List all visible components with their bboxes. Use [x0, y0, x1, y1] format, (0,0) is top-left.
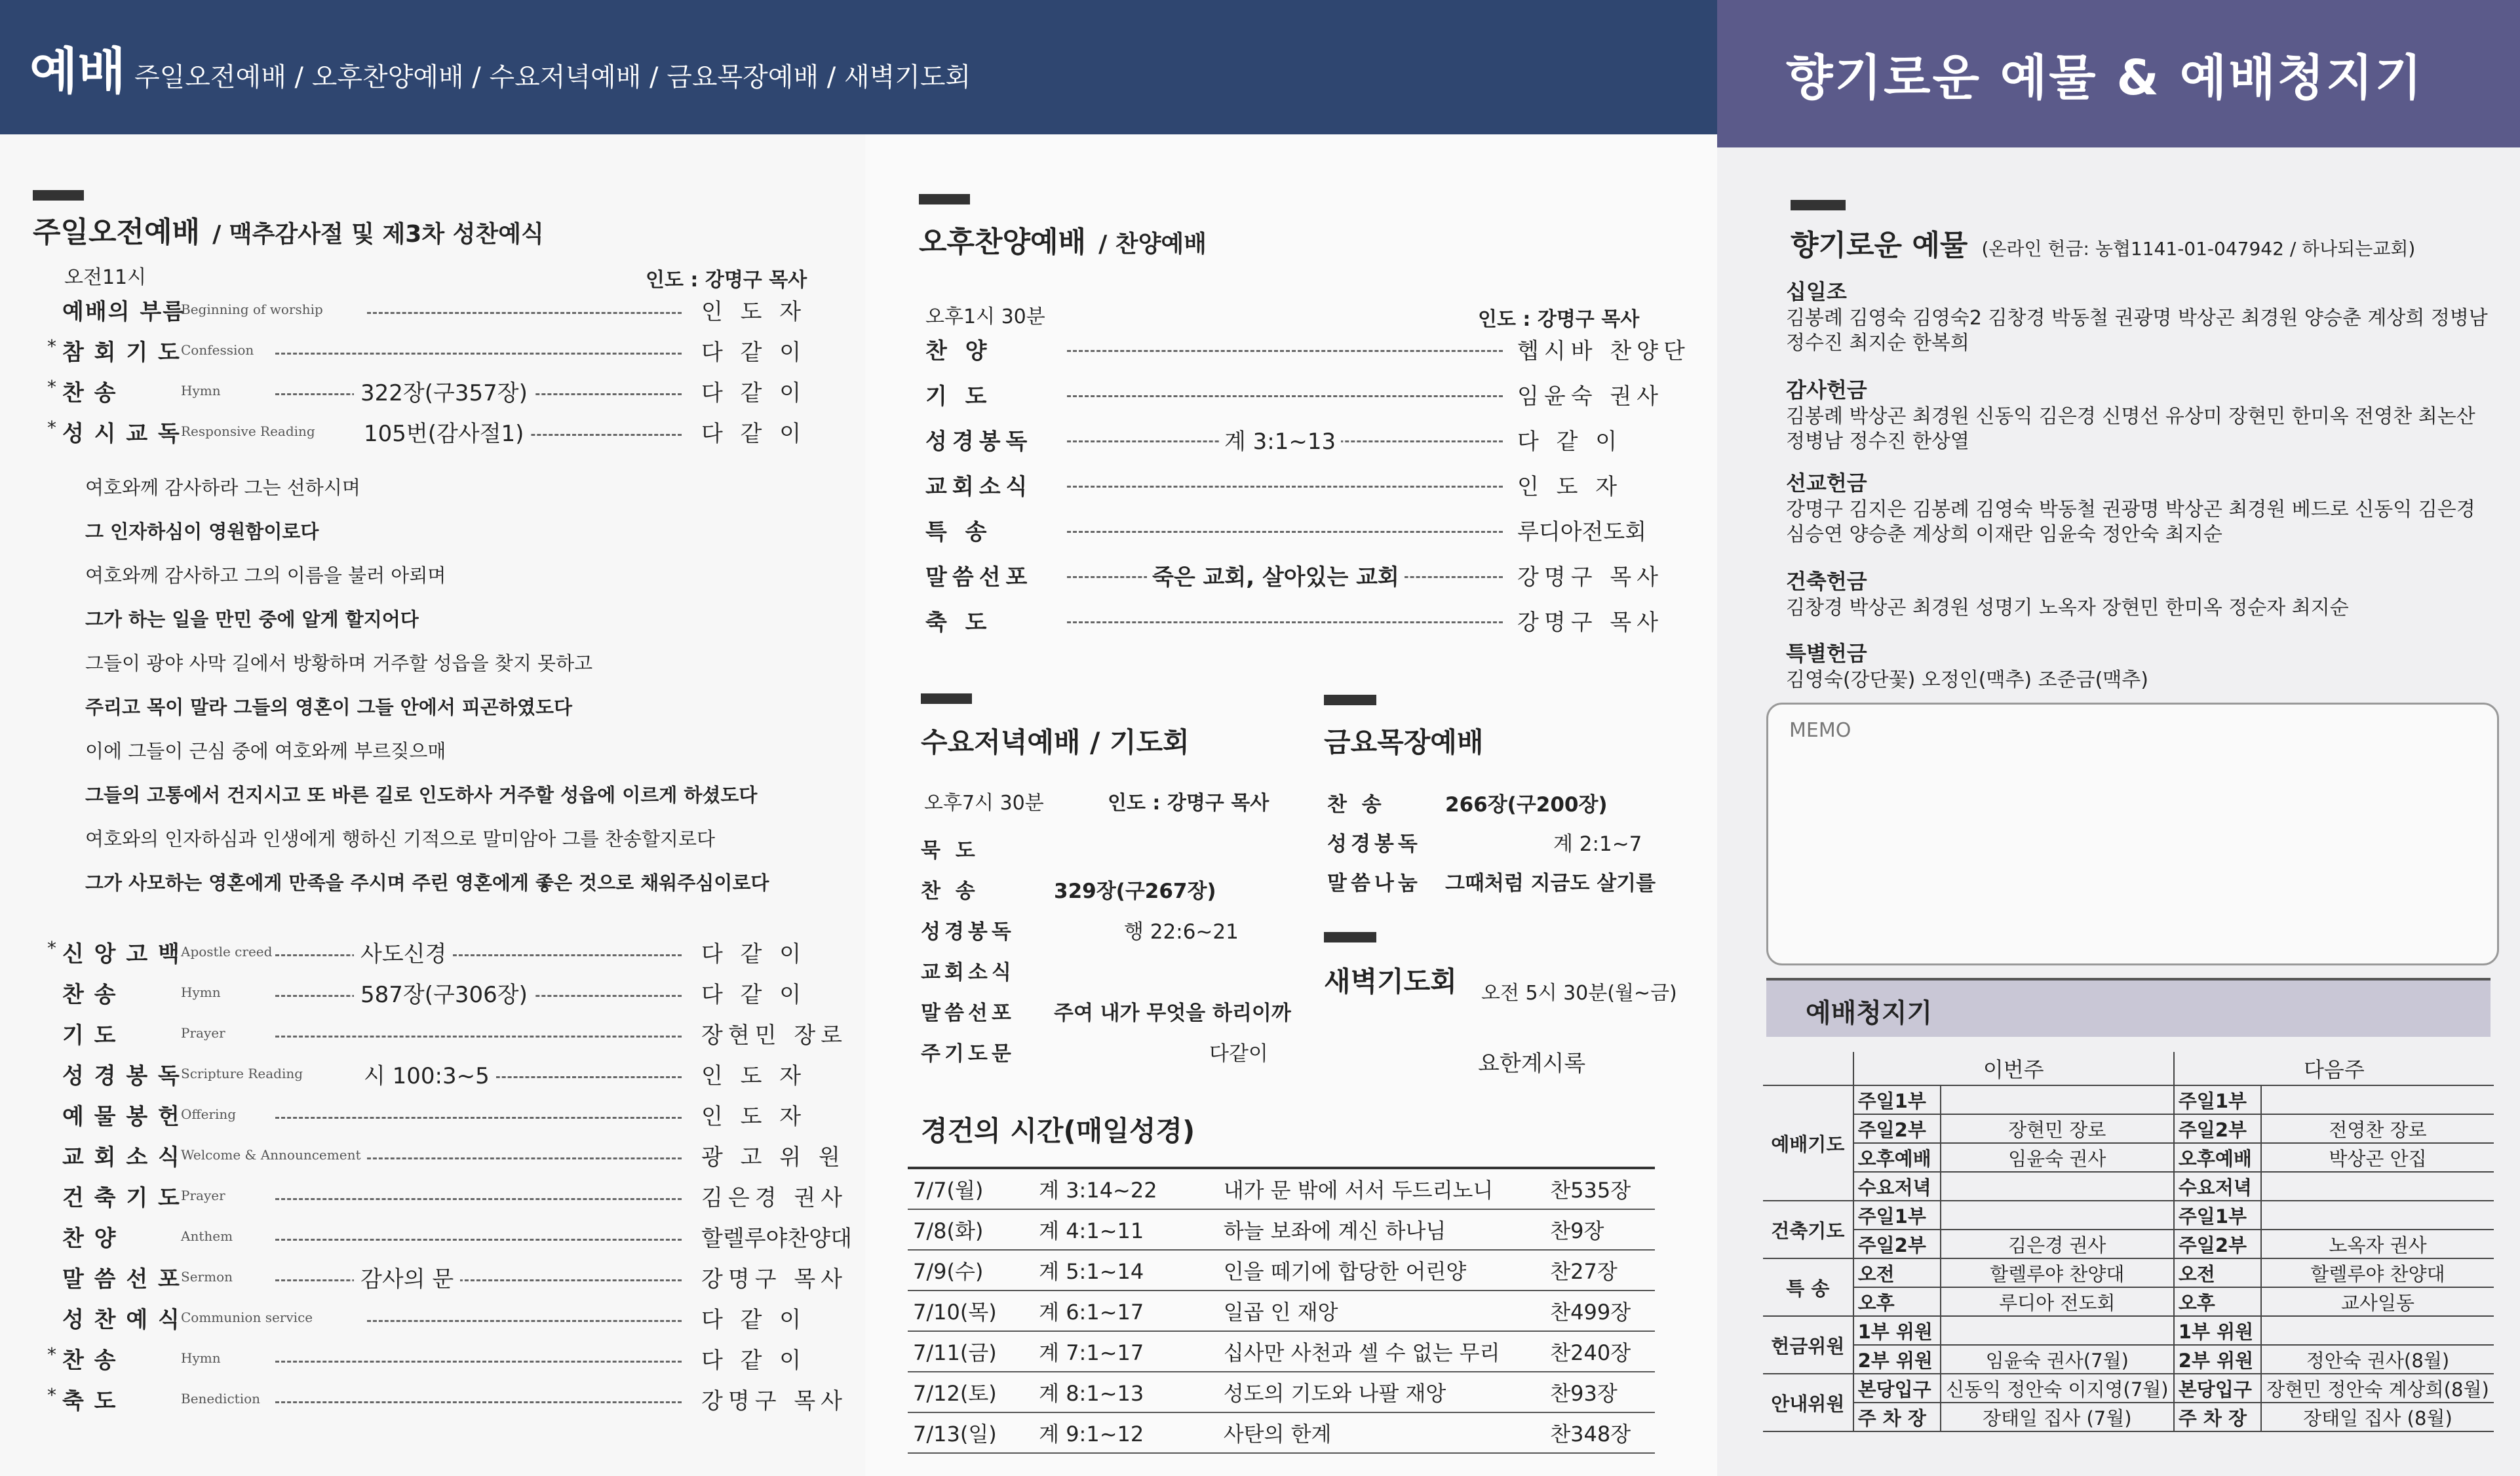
offering-names: 강명구 김지은 김봉례 김영숙 박동철 권광명 박상곤 최경원 베드로 신동익 김은경: [1786, 498, 2475, 521]
stewards-row: [1763, 1114, 2494, 1143]
reading-line: 여호와께 감사하라 그는 선하시며: [85, 476, 360, 499]
order-person: 다 같 이: [1517, 423, 1622, 456]
order-value: 시 100:3~5: [357, 1058, 496, 1090]
order-star: *: [47, 1344, 56, 1365]
devotion-cell: 계 7:1~17: [1034, 1331, 1218, 1372]
devotion-table: [908, 1167, 1655, 1454]
steward-name: 임윤숙 권사: [1941, 1143, 2174, 1172]
order-name: 찬 송: [1327, 793, 1386, 817]
steward-slot: 1부 위원: [1853, 1316, 1941, 1345]
order-name: 묵 도: [921, 839, 979, 863]
order-person: 인 도 자: [696, 1058, 806, 1090]
order-leader-line: [367, 312, 682, 314]
devotion-cell: 계 6:1~17: [1034, 1291, 1218, 1331]
order-name: 찬 송: [921, 880, 979, 903]
steward-name: 김은경 권사: [1941, 1230, 2174, 1258]
offering-group-title: 선교헌금: [1786, 471, 1867, 495]
order-english: Hymn: [181, 1350, 221, 1366]
stewards-row: [1763, 1172, 2494, 1201]
offering-names: 김창경 박상곤 최경원 성명기 노옥자 장현민 한미옥 정순자 최지순: [1786, 596, 2349, 619]
steward-group: 안내위원: [1763, 1374, 1853, 1431]
order-name: 교 회 소 식: [62, 1144, 181, 1171]
order-english: Apostle creed: [181, 944, 273, 960]
order-value: 계 3:1~13: [1219, 423, 1341, 456]
order-person: 강명구 목사: [1517, 604, 1663, 636]
order-name: 찬 양: [62, 1226, 117, 1252]
order-leader-line: [1067, 486, 1503, 488]
order-english: Anthem: [181, 1228, 233, 1244]
steward-slot: 주일1부: [2174, 1201, 2261, 1230]
devotion-row: [908, 1291, 1655, 1331]
order-value: 행 22:6~21: [1124, 920, 1239, 944]
wednesday-time: 오후7시 30분: [924, 792, 1044, 815]
order-name: 기 도: [62, 1022, 117, 1049]
devotion-cell: 내가 문 밖에 서서 두드리노니: [1218, 1168, 1545, 1209]
devotion-cell: 찬27장: [1545, 1250, 1655, 1291]
steward-name: 장현민 정안숙 계상희(8월): [2261, 1374, 2494, 1403]
col-next-week: 다음주: [2174, 1052, 2494, 1085]
order-leader-line: [1067, 621, 1503, 623]
memo-box[interactable]: [1766, 703, 2499, 965]
friday-title: 금요목장예배: [1324, 726, 1484, 758]
reading-line: 그가 하는 일을 만민 중에 알게 할지어다: [85, 608, 419, 631]
steward-slot: 오후예배: [2174, 1143, 2261, 1172]
steward-slot: 오전: [1853, 1258, 1941, 1287]
devotion-cell: 찬535장: [1545, 1168, 1655, 1209]
devotion-cell: 하늘 보좌에 계신 하나님: [1218, 1209, 1545, 1250]
order-name: 교회소식: [925, 474, 1033, 500]
order-name: 찬 송: [62, 982, 117, 1008]
devotion-row: [908, 1209, 1655, 1250]
order-value: 322장(구357장): [354, 375, 534, 407]
order-star: *: [47, 376, 56, 398]
offering-group-title: 십일조: [1786, 279, 1847, 304]
steward-slot: 오후: [1853, 1287, 1941, 1316]
steward-slot: 수요저녁: [1853, 1172, 1941, 1201]
order-value: 사도신경: [354, 936, 453, 968]
steward-name: 교사일동: [2261, 1287, 2494, 1316]
steward-name: [2261, 1316, 2494, 1345]
steward-name: 할렐루야 찬양대: [1941, 1258, 2174, 1287]
offering-group-title: 감사헌금: [1786, 378, 1867, 402]
reading-line: 그들의 고통에서 건지시고 또 바른 길로 인도하사 거주할 성읍에 이르게 하셨도다: [85, 784, 758, 806]
order-english: Beginning of worship: [181, 301, 323, 317]
order-english: Benediction: [181, 1391, 261, 1407]
devotion-cell: 7/11(금): [908, 1331, 1034, 1372]
steward-slot: 주일1부: [1853, 1201, 1941, 1230]
devotion-cell: 찬348장: [1545, 1412, 1655, 1453]
steward-group: 예배기도: [1763, 1085, 1853, 1201]
steward-name: 장태일 집사 (8월): [2261, 1403, 2494, 1431]
devotion-cell: 계 5:1~14: [1034, 1250, 1218, 1291]
stewards-row: [1763, 1201, 2494, 1230]
stewards-row: [1763, 1085, 2494, 1114]
offering-heading: [1791, 222, 2415, 263]
order-leader-line: [275, 1401, 682, 1403]
order-value: 주여 내가 무엇을 하리이까: [1054, 1001, 1291, 1025]
order-value: 329장(구267장): [1054, 880, 1216, 903]
order-name: 교회소식: [921, 961, 1015, 984]
order-english: Prayer: [181, 1025, 225, 1041]
order-person: 김은경 권사: [696, 1180, 847, 1212]
devotion-row: [908, 1372, 1655, 1412]
devotion-cell: 찬499장: [1545, 1291, 1655, 1331]
steward-slot: 주일2부: [1853, 1114, 1941, 1143]
order-person: 인 도 자: [696, 294, 806, 326]
devotion-cell: 7/8(화): [908, 1209, 1034, 1250]
steward-name: 임윤숙 권사(7월): [1941, 1345, 2174, 1374]
steward-name: 루디아 전도회: [1941, 1287, 2174, 1316]
devotion-cell: 성도의 기도와 나팔 재앙: [1218, 1372, 1545, 1412]
devotion-cell: 7/7(월): [908, 1168, 1034, 1209]
section-bar: [1324, 932, 1376, 942]
order-star: *: [47, 937, 56, 959]
order-english: Responsive Reading: [181, 423, 315, 439]
steward-name: [1941, 1172, 2174, 1201]
steward-name: 박상곤 안집: [2261, 1143, 2494, 1172]
order-value: 587장(구306장): [354, 977, 534, 1009]
devotion-cell: 찬93장: [1545, 1372, 1655, 1412]
steward-slot: 수요저녁: [2174, 1172, 2261, 1201]
order-english: Offering: [181, 1106, 237, 1122]
devotion-cell: 7/9(수): [908, 1250, 1034, 1291]
order-name: 기 도: [925, 383, 992, 410]
order-name: 찬 송: [62, 1348, 117, 1374]
order-person: 강명구 목사: [696, 1261, 847, 1293]
order-leader-line: [275, 1117, 682, 1119]
order-star: *: [47, 417, 56, 438]
order-english: Communion service: [181, 1310, 313, 1325]
order-person: 다 같 이: [696, 1302, 806, 1334]
stewards-row: [1763, 1316, 2494, 1345]
steward-name: 할렐루야 찬양대: [2261, 1258, 2494, 1287]
steward-slot: 1부 위원: [2174, 1316, 2261, 1345]
offering-names: 김영숙(강단꽃) 오정인(맥추) 조준금(맥추): [1786, 669, 2148, 691]
devotion-cell: 계 4:1~11: [1034, 1209, 1218, 1250]
offering-names: 김봉례 박상곤 최경원 신동익 김은경 신명선 유상미 장현민 한미옥 전영찬 최논산: [1786, 405, 2475, 428]
afternoon-subtitle: / 찬양예배: [1098, 231, 1207, 258]
devotion-cell: 일곱 인 재앙: [1218, 1291, 1545, 1331]
steward-name: 정안숙 권사(8월): [2261, 1345, 2494, 1374]
order-person: 다 같 이: [696, 416, 806, 448]
reading-line: 여호와의 인자하심과 인생에게 행하신 기적으로 말미암아 그를 찬송할지로다: [85, 828, 715, 850]
order-name: 말씀선포: [925, 564, 1033, 591]
order-name: 말씀나눔: [1327, 872, 1422, 895]
devotion-cell: 계 8:1~13: [1034, 1372, 1218, 1412]
stewards-row: [1763, 1374, 2494, 1403]
offering-names: 김봉례 김영숙 김영숙2 김창경 박동철 권광명 박상곤 최경원 양승춘 계상희 정병남: [1786, 307, 2488, 330]
section-bar: [921, 693, 972, 704]
stewards-row: [1763, 1287, 2494, 1316]
order-name: 찬 양: [925, 338, 992, 364]
stewards-row: [1763, 1143, 2494, 1172]
order-name: 주기도문: [921, 1042, 1015, 1066]
steward-slot: 오후예배: [1853, 1143, 1941, 1172]
devotion-cell: 계 9:1~12: [1034, 1412, 1218, 1453]
stewards-corner: [1763, 1052, 1853, 1085]
order-leader-line: [275, 954, 682, 956]
reading-line: 그 인자하심이 영원함이로다: [85, 520, 319, 543]
section-bar: [33, 190, 84, 201]
devotion-cell: 사탄의 한계: [1218, 1412, 1545, 1453]
stewards-row: [1763, 1345, 2494, 1374]
devotion-cell: 7/12(토): [908, 1372, 1034, 1412]
order-person: 인 도 자: [696, 1098, 806, 1131]
steward-name: [1941, 1201, 2174, 1230]
order-value: 266장(구200장): [1445, 793, 1608, 817]
devotion-cell: 찬240장: [1545, 1331, 1655, 1372]
order-leader-line: [367, 1320, 682, 1322]
order-leader-line: [367, 1157, 682, 1159]
section-bar: [1791, 200, 1846, 210]
order-person: 다 같 이: [696, 375, 806, 407]
order-name: 예 물 봉 헌: [62, 1104, 181, 1130]
devotion-row: [908, 1250, 1655, 1291]
order-english: Scripture Reading: [181, 1066, 303, 1081]
order-name: 축 도: [62, 1388, 117, 1414]
steward-name: 노옥자 권사: [2261, 1230, 2494, 1258]
devotion-cell: 찬9장: [1545, 1209, 1655, 1250]
order-name: 성 시 교 독: [62, 421, 181, 447]
steward-slot: 2부 위원: [1853, 1345, 1941, 1374]
wednesday-title: 수요저녁예배 / 기도회: [921, 726, 1190, 758]
order-name: 말씀선포: [921, 1001, 1015, 1025]
order-english: Hymn: [181, 383, 221, 398]
reading-line: 그가 사모하는 영혼에게 만족을 주시며 주린 영혼에게 좋은 것으로 채워주심이로다: [85, 872, 769, 894]
order-star: *: [47, 1384, 56, 1406]
afternoon-leader: 인도 : 강명구 목사: [1478, 308, 1640, 331]
section-bar: [919, 194, 970, 204]
steward-name: [1941, 1085, 2174, 1114]
order-star: *: [47, 336, 56, 357]
order-value: 감사의 문: [354, 1261, 460, 1293]
steward-slot: 주 차 장: [1853, 1403, 1941, 1431]
order-leader-line: [1067, 531, 1503, 533]
dawn-time: 오전 5시 30분(월~금): [1481, 982, 1677, 1005]
steward-group: 특 송: [1763, 1258, 1853, 1316]
order-leader-line: [1067, 395, 1503, 397]
steward-group: 헌금위원: [1763, 1316, 1853, 1374]
stewards-header: [1766, 978, 2491, 1037]
devotion-cell: 인을 떼기에 합당한 어린양: [1218, 1250, 1545, 1291]
steward-name: [2261, 1201, 2494, 1230]
devotion-row: [908, 1331, 1655, 1372]
steward-slot: 주일1부: [1853, 1085, 1941, 1114]
steward-slot: 주일2부: [1853, 1230, 1941, 1258]
steward-slot: 본당입구: [1853, 1374, 1941, 1403]
header-subtitle: 주일오전예배 / 오후찬양예배 / 수요저녁예배 / 금요목장예배 / 새벽기도회: [134, 62, 971, 92]
memo-label: MEMO: [1789, 719, 1851, 742]
offering-title: 향기로운 예물: [1791, 229, 1968, 262]
order-name: 말 씀 선 포: [62, 1266, 181, 1292]
afternoon-time: 오후1시 30분: [925, 305, 1045, 328]
sunday-title: 주일오전예배: [33, 216, 201, 249]
order-person: 광 고 위 원: [696, 1139, 845, 1171]
sunday-heading: [33, 208, 544, 250]
order-english: Confession: [181, 342, 254, 358]
steward-slot: 오후: [2174, 1287, 2261, 1316]
reading-line: 그들이 광야 사막 길에서 방황하며 거주할 성읍을 찾지 못하고: [85, 652, 593, 674]
order-name: 신 앙 고 백: [62, 941, 181, 967]
dawn-title: 새벽기도회: [1324, 965, 1457, 998]
reading-line: 주리고 목이 말라 그들의 영혼이 그들 안에서 피곤하였도다: [85, 696, 573, 718]
afternoon-title: 오후찬양예배: [919, 225, 1087, 259]
order-person: 다 같 이: [696, 334, 806, 366]
order-english: Prayer: [181, 1188, 225, 1203]
stewards-table: [1763, 1052, 2494, 1432]
offering-names: 정수진 최지순 한복희: [1786, 332, 1969, 355]
order-english: Welcome & Announcement: [181, 1147, 361, 1163]
order-value: 죽은 교회, 살아있는 교회: [1147, 559, 1405, 591]
steward-slot: 주일2부: [2174, 1114, 2261, 1143]
steward-name: 전영찬 장로: [2261, 1114, 2494, 1143]
steward-name: 신동익 정안숙 이지영(7월): [1941, 1374, 2174, 1403]
stewards-title: 예배청지기: [1806, 998, 1933, 1028]
order-person: 장현민 장로: [696, 1017, 847, 1049]
steward-name: [2261, 1085, 2494, 1114]
order-english: Hymn: [181, 984, 221, 1000]
steward-name: [2261, 1172, 2494, 1201]
col-this-week: 이번주: [1853, 1052, 2174, 1085]
order-leader-line: [275, 1361, 682, 1363]
order-name: 특 송: [925, 519, 992, 545]
offering-names: 정병남 정수진 한상열: [1786, 430, 1969, 453]
stewards-row: [1763, 1230, 2494, 1258]
header-right-title: 향기로운 예물 & 예배청지기: [1786, 50, 2424, 106]
order-name: 성경봉독: [925, 429, 1033, 455]
order-person: 할렐루야찬양대: [696, 1220, 852, 1253]
steward-slot: 주일2부: [2174, 1230, 2261, 1258]
sunday-subtitle: / 맥추감사절 및 제3차 성찬예식: [212, 221, 544, 248]
steward-name: 장태일 집사 (7월): [1941, 1403, 2174, 1431]
order-english: Sermon: [181, 1269, 233, 1285]
order-name: 성 찬 예 식: [62, 1307, 181, 1333]
order-name: 찬 송: [62, 380, 117, 406]
order-person: 강명구 목사: [696, 1383, 847, 1415]
stewards-row: [1763, 1403, 2494, 1431]
stewards-header-row: [1763, 1052, 2494, 1085]
order-leader-line: [275, 1036, 682, 1038]
order-value: 그때처럼 지금도 살기를: [1445, 872, 1656, 895]
order-name: 성경봉독: [921, 920, 1015, 944]
wednesday-leader: 인도 : 강명구 목사: [1108, 792, 1270, 815]
devotion-row: [908, 1168, 1655, 1209]
offering-group-title: 특별헌금: [1786, 641, 1867, 666]
order-name: 축 도: [925, 610, 992, 636]
steward-slot: 주일1부: [2174, 1085, 2261, 1114]
devotion-title: 경건의 시간(매일성경): [921, 1115, 1195, 1147]
order-leader-line: [1067, 350, 1503, 352]
afternoon-heading: [919, 218, 1207, 260]
devotion-cell: 7/13(일): [908, 1412, 1034, 1453]
order-value: 계 2:1~7: [1553, 832, 1642, 856]
reading-line: 이에 그들이 근심 중에 여호와께 부르짖으매: [85, 740, 446, 762]
offering-note: (온라인 헌금: 농협1141-01-047942 / 하나되는교회): [1981, 238, 2416, 260]
order-name: 성경봉독: [1327, 832, 1422, 856]
order-person: 루디아전도회: [1517, 514, 1646, 546]
order-person: 인 도 자: [1517, 469, 1622, 501]
order-name: 참 회 기 도: [62, 340, 181, 366]
steward-slot: 2부 위원: [2174, 1345, 2261, 1374]
order-leader-line: [275, 1239, 682, 1241]
order-name: 건 축 기 도: [62, 1185, 181, 1211]
order-person: 다 같 이: [696, 1342, 806, 1374]
sunday-leader: 인도 : 강명구 목사: [646, 269, 807, 292]
steward-name: 장현민 장로: [1941, 1114, 2174, 1143]
devotion-cell: 계 3:14~22: [1034, 1168, 1218, 1209]
order-person: 헵시바 찬양단: [1517, 333, 1690, 365]
order-value: 다같이: [1209, 1042, 1268, 1066]
order-value: 105번(감사절1): [357, 416, 530, 448]
order-leader-line: [275, 353, 682, 355]
steward-slot: 본당입구: [2174, 1374, 2261, 1403]
order-leader-line: [275, 1198, 682, 1200]
sunday-time: 오전11시: [64, 266, 147, 289]
steward-name: [1941, 1316, 2174, 1345]
order-leader-line: [275, 1279, 682, 1281]
header-title: 예배: [29, 42, 126, 100]
devotion-row: [908, 1412, 1655, 1453]
order-name: 성 경 봉 독: [62, 1063, 181, 1089]
order-name: 예배의 부름: [62, 299, 186, 325]
steward-slot: 주 차 장: [2174, 1403, 2261, 1431]
reading-line: 여호와께 감사하고 그의 이름을 불러 아뢰며: [85, 564, 446, 587]
order-person: 강명구 목사: [1517, 559, 1663, 591]
devotion-cell: 십사만 사천과 셀 수 없는 무리: [1218, 1331, 1545, 1372]
offering-names: 심승연 양승춘 계상희 이재란 임윤숙 정안숙 최지순: [1786, 523, 2222, 546]
devotion-cell: 7/10(목): [908, 1291, 1034, 1331]
steward-group: 건축기도: [1763, 1201, 1853, 1258]
offering-group-title: 건축헌금: [1786, 569, 1867, 594]
order-person: 다 같 이: [696, 977, 806, 1009]
order-person: 임윤숙 권사: [1517, 378, 1663, 410]
order-person: 다 같 이: [696, 936, 806, 968]
stewards-row: [1763, 1258, 2494, 1287]
section-bar: [1324, 695, 1376, 705]
steward-slot: 오전: [2174, 1258, 2261, 1287]
dawn-text: 요한계시록: [1478, 1051, 1586, 1077]
